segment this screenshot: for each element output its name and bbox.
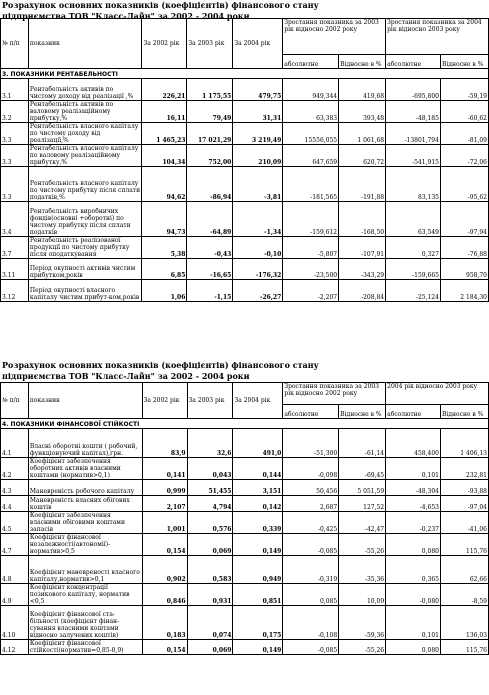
growth-abs-2004: 0,101 bbox=[386, 606, 441, 640]
value-2004: 3,151 bbox=[233, 480, 283, 496]
value-2004: 0,851 bbox=[233, 584, 283, 606]
col-header-abs-1: абсолютне bbox=[283, 55, 339, 69]
row-number: 3.11 bbox=[1, 259, 29, 280]
growth-rel-2003: 620,72 bbox=[339, 145, 386, 167]
value-2003: -64,89 bbox=[187, 202, 233, 237]
value-2002: 0,141 bbox=[142, 458, 187, 480]
indicator-name: Рентабельність власного капіталу по чистому прибутку після сплати податків,% bbox=[28, 167, 142, 202]
value-2003: 0,069 bbox=[187, 534, 233, 556]
indicator-name: Рентабельність власного капіталу по валовому реалізаційному прибутку,% bbox=[28, 145, 142, 167]
col-header-2002: За 2002 рік bbox=[142, 383, 187, 419]
indicator-name: Коефіцієнт фінансової незалежності(автономії)- норматив>0,5 bbox=[28, 534, 142, 556]
row-number: 4.4 bbox=[1, 496, 29, 512]
growth-abs-2003: 2,687 bbox=[283, 496, 339, 512]
growth-abs-2004: -0,237 bbox=[386, 512, 441, 534]
row-number: 4.12 bbox=[1, 640, 29, 655]
value-2002: 6,85 bbox=[142, 259, 187, 280]
growth-abs-2003: -159,612 bbox=[283, 202, 339, 237]
table-row bbox=[1, 584, 489, 606]
indicator-name: Період окупності активів чистим прибутком,років bbox=[28, 259, 142, 280]
row-number: 3.2 bbox=[1, 101, 29, 123]
col-header-rel-1: Відносне в % bbox=[339, 405, 386, 419]
growth-abs-2004: 0,101 bbox=[386, 458, 441, 480]
col-header-abs-1: абсолютне bbox=[283, 405, 339, 419]
col-header-2003: За 2003 рік bbox=[187, 383, 233, 419]
growth-abs-2004: -13801,794 bbox=[386, 123, 441, 145]
table1-title-line2: підприємства ТОВ "Класс-Лайн" за 2002 - 2004 роки bbox=[2, 11, 250, 21]
growth-abs-2004: 458,400 bbox=[386, 429, 441, 458]
indicator-name: Маневреність власних обігових коштів bbox=[28, 496, 142, 512]
growth-rel-2004: -59,19 bbox=[440, 79, 488, 101]
value-2003: 32,6 bbox=[187, 429, 233, 458]
growth-abs-2003: -0,098 bbox=[283, 458, 339, 480]
value-2004: 3 219,49 bbox=[233, 123, 283, 145]
table-row bbox=[1, 534, 489, 556]
table-row bbox=[1, 145, 489, 167]
value-2002: 226,21 bbox=[142, 79, 187, 101]
value-2003: 0,074 bbox=[187, 606, 233, 640]
row-number: 3.3 bbox=[1, 145, 29, 167]
growth-rel-2003: 10,09 bbox=[339, 584, 386, 606]
growth-abs-2004: -48,185 bbox=[386, 101, 441, 123]
col-header-2002: За 2002 рік bbox=[142, 19, 187, 69]
growth-rel-2003: -35,36 bbox=[339, 556, 386, 584]
growth-rel-2003: -55,26 bbox=[339, 640, 386, 655]
growth-abs-2003: 0,085 bbox=[283, 584, 339, 606]
value-2003: 4,794 bbox=[187, 496, 233, 512]
value-2003: -16,65 bbox=[187, 259, 233, 280]
table-row bbox=[1, 101, 489, 123]
indicator-name: Період окупності власного капіталу чистим прибут-ком,років bbox=[28, 280, 142, 302]
value-2002: 0,183 bbox=[142, 606, 187, 640]
col-header-rel-1: Відносне в % bbox=[339, 55, 386, 69]
growth-rel-2003: 419,68 bbox=[339, 79, 386, 101]
value-2002: 0,902 bbox=[142, 556, 187, 584]
growth-abs-2003: -0,319 bbox=[283, 556, 339, 584]
growth-rel-2003: -42,47 bbox=[339, 512, 386, 534]
table-row bbox=[1, 496, 489, 512]
col-header-rel-2: Відносне в % bbox=[440, 55, 488, 69]
growth-abs-2003: -51,300 bbox=[283, 429, 339, 458]
col-header-num: № п/п bbox=[1, 383, 29, 419]
growth-rel-2004: 232,81 bbox=[440, 458, 488, 480]
table-row bbox=[1, 429, 489, 458]
growth-abs-2003: -2,207 bbox=[283, 280, 339, 302]
growth-rel-2004: -97,94 bbox=[440, 202, 488, 237]
value-2002: 1,001 bbox=[142, 512, 187, 534]
row-number: 3.4 bbox=[1, 202, 29, 237]
growth-rel-2003: 1 061,68 bbox=[339, 123, 386, 145]
growth-abs-2003: 63,383 bbox=[283, 101, 339, 123]
growth-rel-2003: -208,84 bbox=[339, 280, 386, 302]
col-header-growth-2004: Зростання показника за 2004 рік відносно 2003 року bbox=[386, 19, 489, 55]
table-row bbox=[1, 458, 489, 480]
row-number: 4.7 bbox=[1, 534, 29, 556]
value-2003: -0,43 bbox=[187, 237, 233, 259]
value-2002: 104,34 bbox=[142, 145, 187, 167]
col-header-growth-2003: Зростання показника за 2003 рік відносно 2002 року bbox=[283, 19, 386, 55]
growth-abs-2004: 83,135 bbox=[386, 167, 441, 202]
growth-abs-2003: 15556,055 bbox=[283, 123, 339, 145]
indicator-name: Рентабельність реалізованої продукції по чистому прибутку після оподаткування bbox=[28, 237, 142, 259]
row-number: 4.1 bbox=[1, 429, 29, 458]
growth-rel-2003: 393,48 bbox=[339, 101, 386, 123]
value-2002: 0,154 bbox=[142, 534, 187, 556]
growth-abs-2003: -0,085 bbox=[283, 534, 339, 556]
growth-rel-2003: -343,29 bbox=[339, 259, 386, 280]
row-number: 4.5 bbox=[1, 512, 29, 534]
growth-rel-2004: 2 184,30 bbox=[440, 280, 488, 302]
value-2003: 79,49 bbox=[187, 101, 233, 123]
growth-rel-2004: 136,03 bbox=[440, 606, 488, 640]
indicator-name: Рентабельність активів по валовому реалізаційному прибутку,% bbox=[28, 101, 142, 123]
value-2003: -1,15 bbox=[187, 280, 233, 302]
growth-rel-2003: -168,50 bbox=[339, 202, 386, 237]
table2-title bbox=[2, 360, 319, 382]
growth-abs-2004: 0,080 bbox=[386, 640, 441, 655]
value-2003: 0,576 bbox=[187, 512, 233, 534]
section-header: 4. ПОКАЗНИКИ ФІНАНСОВОЇ СТІЙКОСТІ bbox=[1, 419, 489, 429]
section-header: 3. ПОКАЗНИКИ РЕНТАБЕЛЬНОСТІ bbox=[1, 69, 489, 79]
value-2004: 0,339 bbox=[233, 512, 283, 534]
row-number: 4.9 bbox=[1, 584, 29, 606]
value-2002: 0,846 bbox=[142, 584, 187, 606]
growth-rel-2003: -69,45 bbox=[339, 458, 386, 480]
value-2004: 0,142 bbox=[233, 496, 283, 512]
col-header-abs-2: абсолютне bbox=[386, 55, 441, 69]
row-number: 4.10 bbox=[1, 606, 29, 640]
row-number: 3.12 bbox=[1, 280, 29, 302]
value-2003: 0,043 bbox=[187, 458, 233, 480]
growth-rel-2004: -97,04 bbox=[440, 496, 488, 512]
growth-abs-2004: 0,080 bbox=[386, 534, 441, 556]
value-2004: 31,31 bbox=[233, 101, 283, 123]
growth-rel-2004: -81,09 bbox=[440, 123, 488, 145]
growth-rel-2004: 115,76 bbox=[440, 640, 488, 655]
growth-rel-2004: 958,70 bbox=[440, 259, 488, 280]
growth-rel-2004: -95,62 bbox=[440, 167, 488, 202]
value-2002: 0,154 bbox=[142, 640, 187, 655]
col-header-2003: За 2003 рік bbox=[187, 19, 233, 69]
growth-rel-2004: -93,88 bbox=[440, 480, 488, 496]
value-2003: 0,931 bbox=[187, 584, 233, 606]
growth-abs-2003: -5,807 bbox=[283, 237, 339, 259]
growth-rel-2003: -61,14 bbox=[339, 429, 386, 458]
value-2002: 1,06 bbox=[142, 280, 187, 302]
indicator-name: Коефіцієнт фінансової стійкості(норматив=0,85-0,9) bbox=[28, 640, 142, 655]
table-row bbox=[1, 480, 489, 496]
table-row bbox=[1, 202, 489, 237]
value-2003: 51,455 bbox=[187, 480, 233, 496]
col-header-name: показник bbox=[28, 383, 142, 419]
value-2002: 2,107 bbox=[142, 496, 187, 512]
growth-rel-2003: -55,26 bbox=[339, 534, 386, 556]
growth-abs-2004: -695,800 bbox=[386, 79, 441, 101]
value-2003: 752,00 bbox=[187, 145, 233, 167]
indicator-name: Коефіцієнт маневреності власного капіталу,норматив>0,1 bbox=[28, 556, 142, 584]
col-header-num: № п/п bbox=[1, 19, 29, 69]
growth-abs-2003: -0,085 bbox=[283, 640, 339, 655]
growth-rel-2004: -8,59 bbox=[440, 584, 488, 606]
col-header-2004: За 2004 рік bbox=[233, 19, 283, 69]
table-row bbox=[1, 123, 489, 145]
col-header-name: показник bbox=[28, 19, 142, 69]
row-number: 4.2 bbox=[1, 458, 29, 480]
growth-abs-2003: -181,565 bbox=[283, 167, 339, 202]
indicator-name: Коефіцієнт фінансової ста-більності (коефіцієнт фінан-сування власними коштами відносно залучених коштів) bbox=[28, 606, 142, 640]
indicator-name: Маневреність робочого капіталу bbox=[28, 480, 142, 496]
growth-rel-2004: 1 406,13 bbox=[440, 429, 488, 458]
value-2003: 1 175,55 bbox=[187, 79, 233, 101]
table2-title-line2: підприємства ТОВ "Класс-Лайн" за 2002 - 2004 роки bbox=[2, 371, 250, 381]
row-number: 4.3 bbox=[1, 480, 29, 496]
col-header-rel-2: Відносне в % bbox=[440, 405, 488, 419]
growth-abs-2003: -23,500 bbox=[283, 259, 339, 280]
table-row bbox=[1, 640, 489, 655]
value-2002: 16,11 bbox=[142, 101, 187, 123]
growth-abs-2004: 0,365 bbox=[386, 556, 441, 584]
growth-rel-2003: -107,91 bbox=[339, 237, 386, 259]
value-2004: 0,175 bbox=[233, 606, 283, 640]
table-row bbox=[1, 79, 489, 101]
growth-rel-2004: -60,62 bbox=[440, 101, 488, 123]
table-row bbox=[1, 259, 489, 280]
growth-abs-2003: 647,659 bbox=[283, 145, 339, 167]
value-2002: 5,38 bbox=[142, 237, 187, 259]
indicator-name: Коефіцієнт концентрації позикового капіталу, норматив <0,5 bbox=[28, 584, 142, 606]
growth-abs-2004: 63,549 bbox=[386, 202, 441, 237]
indicator-name: Власні оборотні кошти ( робочий, функціонуючий капітал),грн. bbox=[28, 429, 142, 458]
value-2003: -86,94 bbox=[187, 167, 233, 202]
row-number: 4.8 bbox=[1, 556, 29, 584]
value-2002: 94,62 bbox=[142, 167, 187, 202]
value-2004: 0,949 bbox=[233, 556, 283, 584]
row-number: 3.7 bbox=[1, 237, 29, 259]
growth-abs-2004: -4,653 bbox=[386, 496, 441, 512]
value-2004: -3,81 bbox=[233, 167, 283, 202]
table-row bbox=[1, 512, 489, 534]
growth-abs-2003: -0,425 bbox=[283, 512, 339, 534]
growth-rel-2003: 5 051,59 bbox=[339, 480, 386, 496]
growth-abs-2004: -159,665 bbox=[386, 259, 441, 280]
value-2004: 0,144 bbox=[233, 458, 283, 480]
row-number: 3.3 bbox=[1, 123, 29, 145]
value-2004: -0,10 bbox=[233, 237, 283, 259]
value-2004: -1,34 bbox=[233, 202, 283, 237]
value-2004: -176,32 bbox=[233, 259, 283, 280]
table1-title-line1: Розрахунок основних показників (коефіцієнтів) фінансового стану bbox=[2, 0, 319, 10]
growth-abs-2004: -25,124 bbox=[386, 280, 441, 302]
col-header-growth-2004: 2004 рік відносно 2003 року bbox=[386, 383, 489, 405]
growth-rel-2003: -59,36 bbox=[339, 606, 386, 640]
value-2002: 0,999 bbox=[142, 480, 187, 496]
growth-abs-2003: -0,108 bbox=[283, 606, 339, 640]
col-header-growth-2003: Зростання показника за 2003 рік відносно 2002 року bbox=[283, 383, 386, 405]
value-2003: 0,069 bbox=[187, 640, 233, 655]
growth-abs-2003: 949,344 bbox=[283, 79, 339, 101]
indicator-name: Рентабельність виробничих фондів(основні +оборотні) по чистому прибутку після сплати податків bbox=[28, 202, 142, 237]
value-2002: 1 465,23 bbox=[142, 123, 187, 145]
table-row bbox=[1, 237, 489, 259]
indicator-name: Коефіцієнт забезпечення оборотних активів власними коштами (норматив>0,1) bbox=[28, 458, 142, 480]
growth-abs-2004: -541,915 bbox=[386, 145, 441, 167]
growth-rel-2004: 115,76 bbox=[440, 534, 488, 556]
growth-rel-2004: 62,66 bbox=[440, 556, 488, 584]
growth-abs-2004: -0,080 bbox=[386, 584, 441, 606]
value-2004: 0,149 bbox=[233, 640, 283, 655]
indicator-name: Рентабельність активів по чистому доходу від реалізації ,% bbox=[28, 79, 142, 101]
growth-abs-2003: 50,456 bbox=[283, 480, 339, 496]
growth-rel-2004: -72,06 bbox=[440, 145, 488, 167]
table-row bbox=[1, 556, 489, 584]
col-header-abs-2: абсолютне bbox=[386, 405, 441, 419]
table-row bbox=[1, 280, 489, 302]
profitability-table bbox=[0, 18, 489, 302]
table2-title-line1: Розрахунок основних показників (коефіцієнтів) фінансового стану bbox=[2, 360, 319, 370]
financial-stability-table bbox=[0, 382, 489, 655]
col-header-2004: За 2004 рік bbox=[233, 383, 283, 419]
growth-abs-2004: 0,327 bbox=[386, 237, 441, 259]
table-row bbox=[1, 167, 489, 202]
value-2002: 94,73 bbox=[142, 202, 187, 237]
value-2002: 83,9 bbox=[142, 429, 187, 458]
table-row bbox=[1, 606, 489, 640]
value-2003: 17 021,29 bbox=[187, 123, 233, 145]
row-number: 3.3 bbox=[1, 167, 29, 202]
growth-rel-2003: 127,52 bbox=[339, 496, 386, 512]
value-2004: 0,149 bbox=[233, 534, 283, 556]
value-2004: 210,09 bbox=[233, 145, 283, 167]
growth-rel-2003: -191,88 bbox=[339, 167, 386, 202]
value-2004: 479,75 bbox=[233, 79, 283, 101]
value-2004: -26,27 bbox=[233, 280, 283, 302]
growth-rel-2004: -41,06 bbox=[440, 512, 488, 534]
value-2003: 0,583 bbox=[187, 556, 233, 584]
growth-abs-2004: -48,304 bbox=[386, 480, 441, 496]
growth-rel-2004: -76,88 bbox=[440, 237, 488, 259]
indicator-name: Рентабельність власного капіталу по чистому доходу від реалізації,% bbox=[28, 123, 142, 145]
indicator-name: Коефіцієнт забезпечення власними обіговими коштами запасів bbox=[28, 512, 142, 534]
row-number: 3.1 bbox=[1, 79, 29, 101]
value-2004: 491,0 bbox=[233, 429, 283, 458]
